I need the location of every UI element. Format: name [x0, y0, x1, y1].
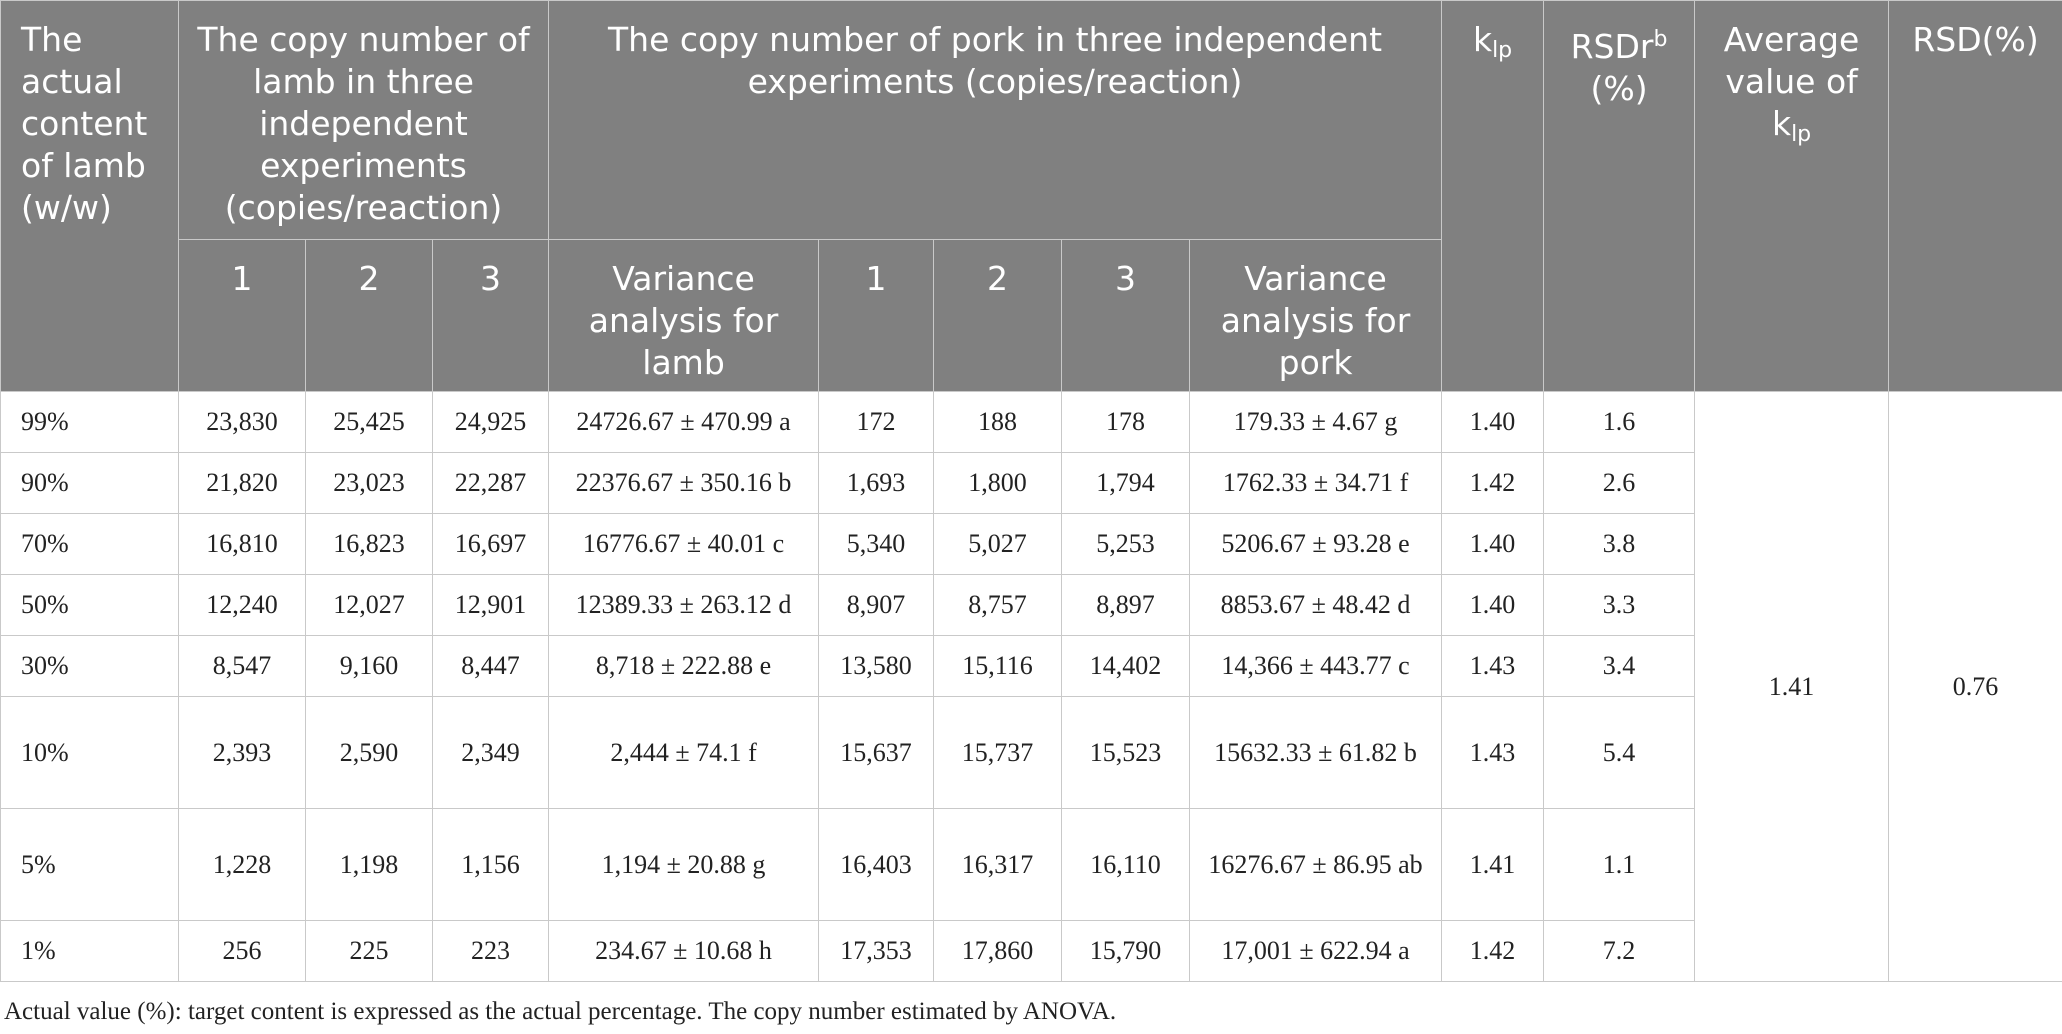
cell-pork-2: 17,860 [934, 921, 1062, 982]
cell-lamb-3: 8,447 [433, 636, 549, 697]
cell-lamb-variance: 2,444 ± 74.1 f [549, 697, 819, 809]
header-lamb-3: 3 [433, 240, 549, 392]
cell-lamb-3: 2,349 [433, 697, 549, 809]
cell-pork-2: 15,737 [934, 697, 1062, 809]
cell-klp: 1.42 [1442, 921, 1544, 982]
cell-lamb-2: 16,823 [306, 514, 433, 575]
cell-pork-variance: 5206.67 ± 93.28 e [1190, 514, 1442, 575]
table-body [1, 392, 2062, 982]
header-rsdr-main: RSDr [1570, 27, 1654, 66]
header-actual-content: The actual content of lamb (w/w) [1, 1, 179, 392]
cell-pork-1: 8,907 [819, 575, 934, 636]
cell-pork-1: 5,340 [819, 514, 934, 575]
header-pork-3: 3 [1062, 240, 1190, 392]
cell-pork-1: 1,693 [819, 453, 934, 514]
cell-content: 10% [1, 697, 179, 809]
header-pork-variance: Variance analysis for pork [1190, 240, 1442, 392]
cell-pork-variance: 15632.33 ± 61.82 b [1190, 697, 1442, 809]
header-klp [1442, 1, 1544, 392]
cell-lamb-3: 16,697 [433, 514, 549, 575]
header-lamb-1: 1 [179, 240, 306, 392]
cell-pork-variance: 179.33 ± 4.67 g [1190, 392, 1442, 453]
cell-pork-1: 16,403 [819, 809, 934, 921]
cell-klp: 1.40 [1442, 575, 1544, 636]
cell-pork-variance: 17,001 ± 622.94 a [1190, 921, 1442, 982]
cell-rsdr: 3.8 [1544, 514, 1695, 575]
cell-pork-1: 172 [819, 392, 934, 453]
header-lamb-variance: Variance analysis for lamb [549, 240, 819, 392]
cell-pork-1: 13,580 [819, 636, 934, 697]
cell-pork-3: 8,897 [1062, 575, 1190, 636]
cell-content: 70% [1, 514, 179, 575]
cell-pork-3: 16,110 [1062, 809, 1190, 921]
cell-pork-3: 15,790 [1062, 921, 1190, 982]
cell-pork-2: 1,800 [934, 453, 1062, 514]
cell-rsdr: 3.4 [1544, 636, 1695, 697]
cell-pork-2: 16,317 [934, 809, 1062, 921]
cell-lamb-2: 1,198 [306, 809, 433, 921]
cell-lamb-variance: 234.67 ± 10.68 h [549, 921, 819, 982]
header-average-klp [1695, 1, 1889, 392]
cell-lamb-2: 2,590 [306, 697, 433, 809]
cell-lamb-2: 23,023 [306, 453, 433, 514]
header-average-sub: lp [1791, 122, 1812, 147]
cell-rsdr: 1.1 [1544, 809, 1695, 921]
cell-pork-3: 15,523 [1062, 697, 1190, 809]
cell-pork-3: 5,253 [1062, 514, 1190, 575]
cell-lamb-1: 256 [179, 921, 306, 982]
cell-lamb-1: 16,810 [179, 514, 306, 575]
cell-pork-1: 17,353 [819, 921, 934, 982]
cell-rsdr: 1.6 [1544, 392, 1695, 453]
cell-klp: 1.40 [1442, 392, 1544, 453]
cell-rsdr: 2.6 [1544, 453, 1695, 514]
cell-rsdr: 5.4 [1544, 697, 1695, 809]
cell-pork-2: 5,027 [934, 514, 1062, 575]
cell-pork-3: 14,402 [1062, 636, 1190, 697]
cell-lamb-1: 8,547 [179, 636, 306, 697]
cell-lamb-1: 21,820 [179, 453, 306, 514]
cell-lamb-2: 25,425 [306, 392, 433, 453]
cell-content: 1% [1, 921, 179, 982]
header-rsdr-sup: b [1653, 27, 1668, 52]
cell-lamb-2: 12,027 [306, 575, 433, 636]
cell-lamb-3: 223 [433, 921, 549, 982]
cell-lamb-1: 1,228 [179, 809, 306, 921]
cell-lamb-3: 12,901 [433, 575, 549, 636]
cell-lamb-variance: 16776.67 ± 40.01 c [549, 514, 819, 575]
cell-pork-3: 1,794 [1062, 453, 1190, 514]
cell-klp: 1.43 [1442, 636, 1544, 697]
cell-lamb-2: 9,160 [306, 636, 433, 697]
cell-lamb-3: 22,287 [433, 453, 549, 514]
cell-pork-variance: 16276.67 ± 86.95 ab [1190, 809, 1442, 921]
cell-lamb-1: 12,240 [179, 575, 306, 636]
cell-pork-2: 188 [934, 392, 1062, 453]
cell-lamb-3: 24,925 [433, 392, 549, 453]
header-rsdr-unit: (%) [1590, 69, 1648, 108]
cell-content: 90% [1, 453, 179, 514]
table-header [1, 1, 2062, 392]
cell-lamb-2: 225 [306, 921, 433, 982]
cell-lamb-variance: 1,194 ± 20.88 g [549, 809, 819, 921]
cell-klp: 1.40 [1442, 514, 1544, 575]
header-lamb-2: 2 [306, 240, 433, 392]
table-row [1, 392, 2062, 453]
header-klp-sub: lp [1492, 38, 1513, 63]
header-pork-group: The copy number of pork in three independent experiments (copies/reaction) [549, 1, 1442, 240]
header-lamb-group: The copy number of lamb in three independent experiments (copies/reaction) [179, 1, 549, 240]
cell-rsdr: 7.2 [1544, 921, 1695, 982]
header-average-main: Average value of k [1723, 20, 1860, 143]
cell-pork-2: 8,757 [934, 575, 1062, 636]
cell-pork-2: 15,116 [934, 636, 1062, 697]
cell-pork-variance: 1762.33 ± 34.71 f [1190, 453, 1442, 514]
header-rsdr [1544, 1, 1695, 392]
cell-lamb-variance: 22376.67 ± 350.16 b [549, 453, 819, 514]
cell-content: 30% [1, 636, 179, 697]
cell-rsdr: 3.3 [1544, 575, 1695, 636]
cell-pork-variance: 8853.67 ± 48.42 d [1190, 575, 1442, 636]
header-pork-2: 2 [934, 240, 1062, 392]
cell-pork-3: 178 [1062, 392, 1190, 453]
cell-content: 99% [1, 392, 179, 453]
header-rsd: RSD(%) [1889, 1, 2062, 392]
cell-lamb-1: 23,830 [179, 392, 306, 453]
cell-lamb-variance: 8,718 ± 222.88 e [549, 636, 819, 697]
cell-content: 5% [1, 809, 179, 921]
table-footnote: Actual value (%): target content is expressed as the actual percentage. The copy number estimated by ANOVA. [4, 998, 1117, 1025]
cell-pork-1: 15,637 [819, 697, 934, 809]
header-pork-1: 1 [819, 240, 934, 392]
cell-lamb-3: 1,156 [433, 809, 549, 921]
cell-content: 50% [1, 575, 179, 636]
cell-lamb-variance: 12389.33 ± 263.12 d [549, 575, 819, 636]
cell-klp: 1.42 [1442, 453, 1544, 514]
header-klp-main: k [1472, 20, 1493, 59]
cell-pork-variance: 14,366 ± 443.77 c [1190, 636, 1442, 697]
cell-average-klp: 1.41 [1695, 392, 1889, 982]
cell-klp: 1.41 [1442, 809, 1544, 921]
cell-lamb-1: 2,393 [179, 697, 306, 809]
cell-rsd: 0.76 [1889, 392, 2062, 982]
cell-klp: 1.43 [1442, 697, 1544, 809]
cell-lamb-variance: 24726.67 ± 470.99 a [549, 392, 819, 453]
